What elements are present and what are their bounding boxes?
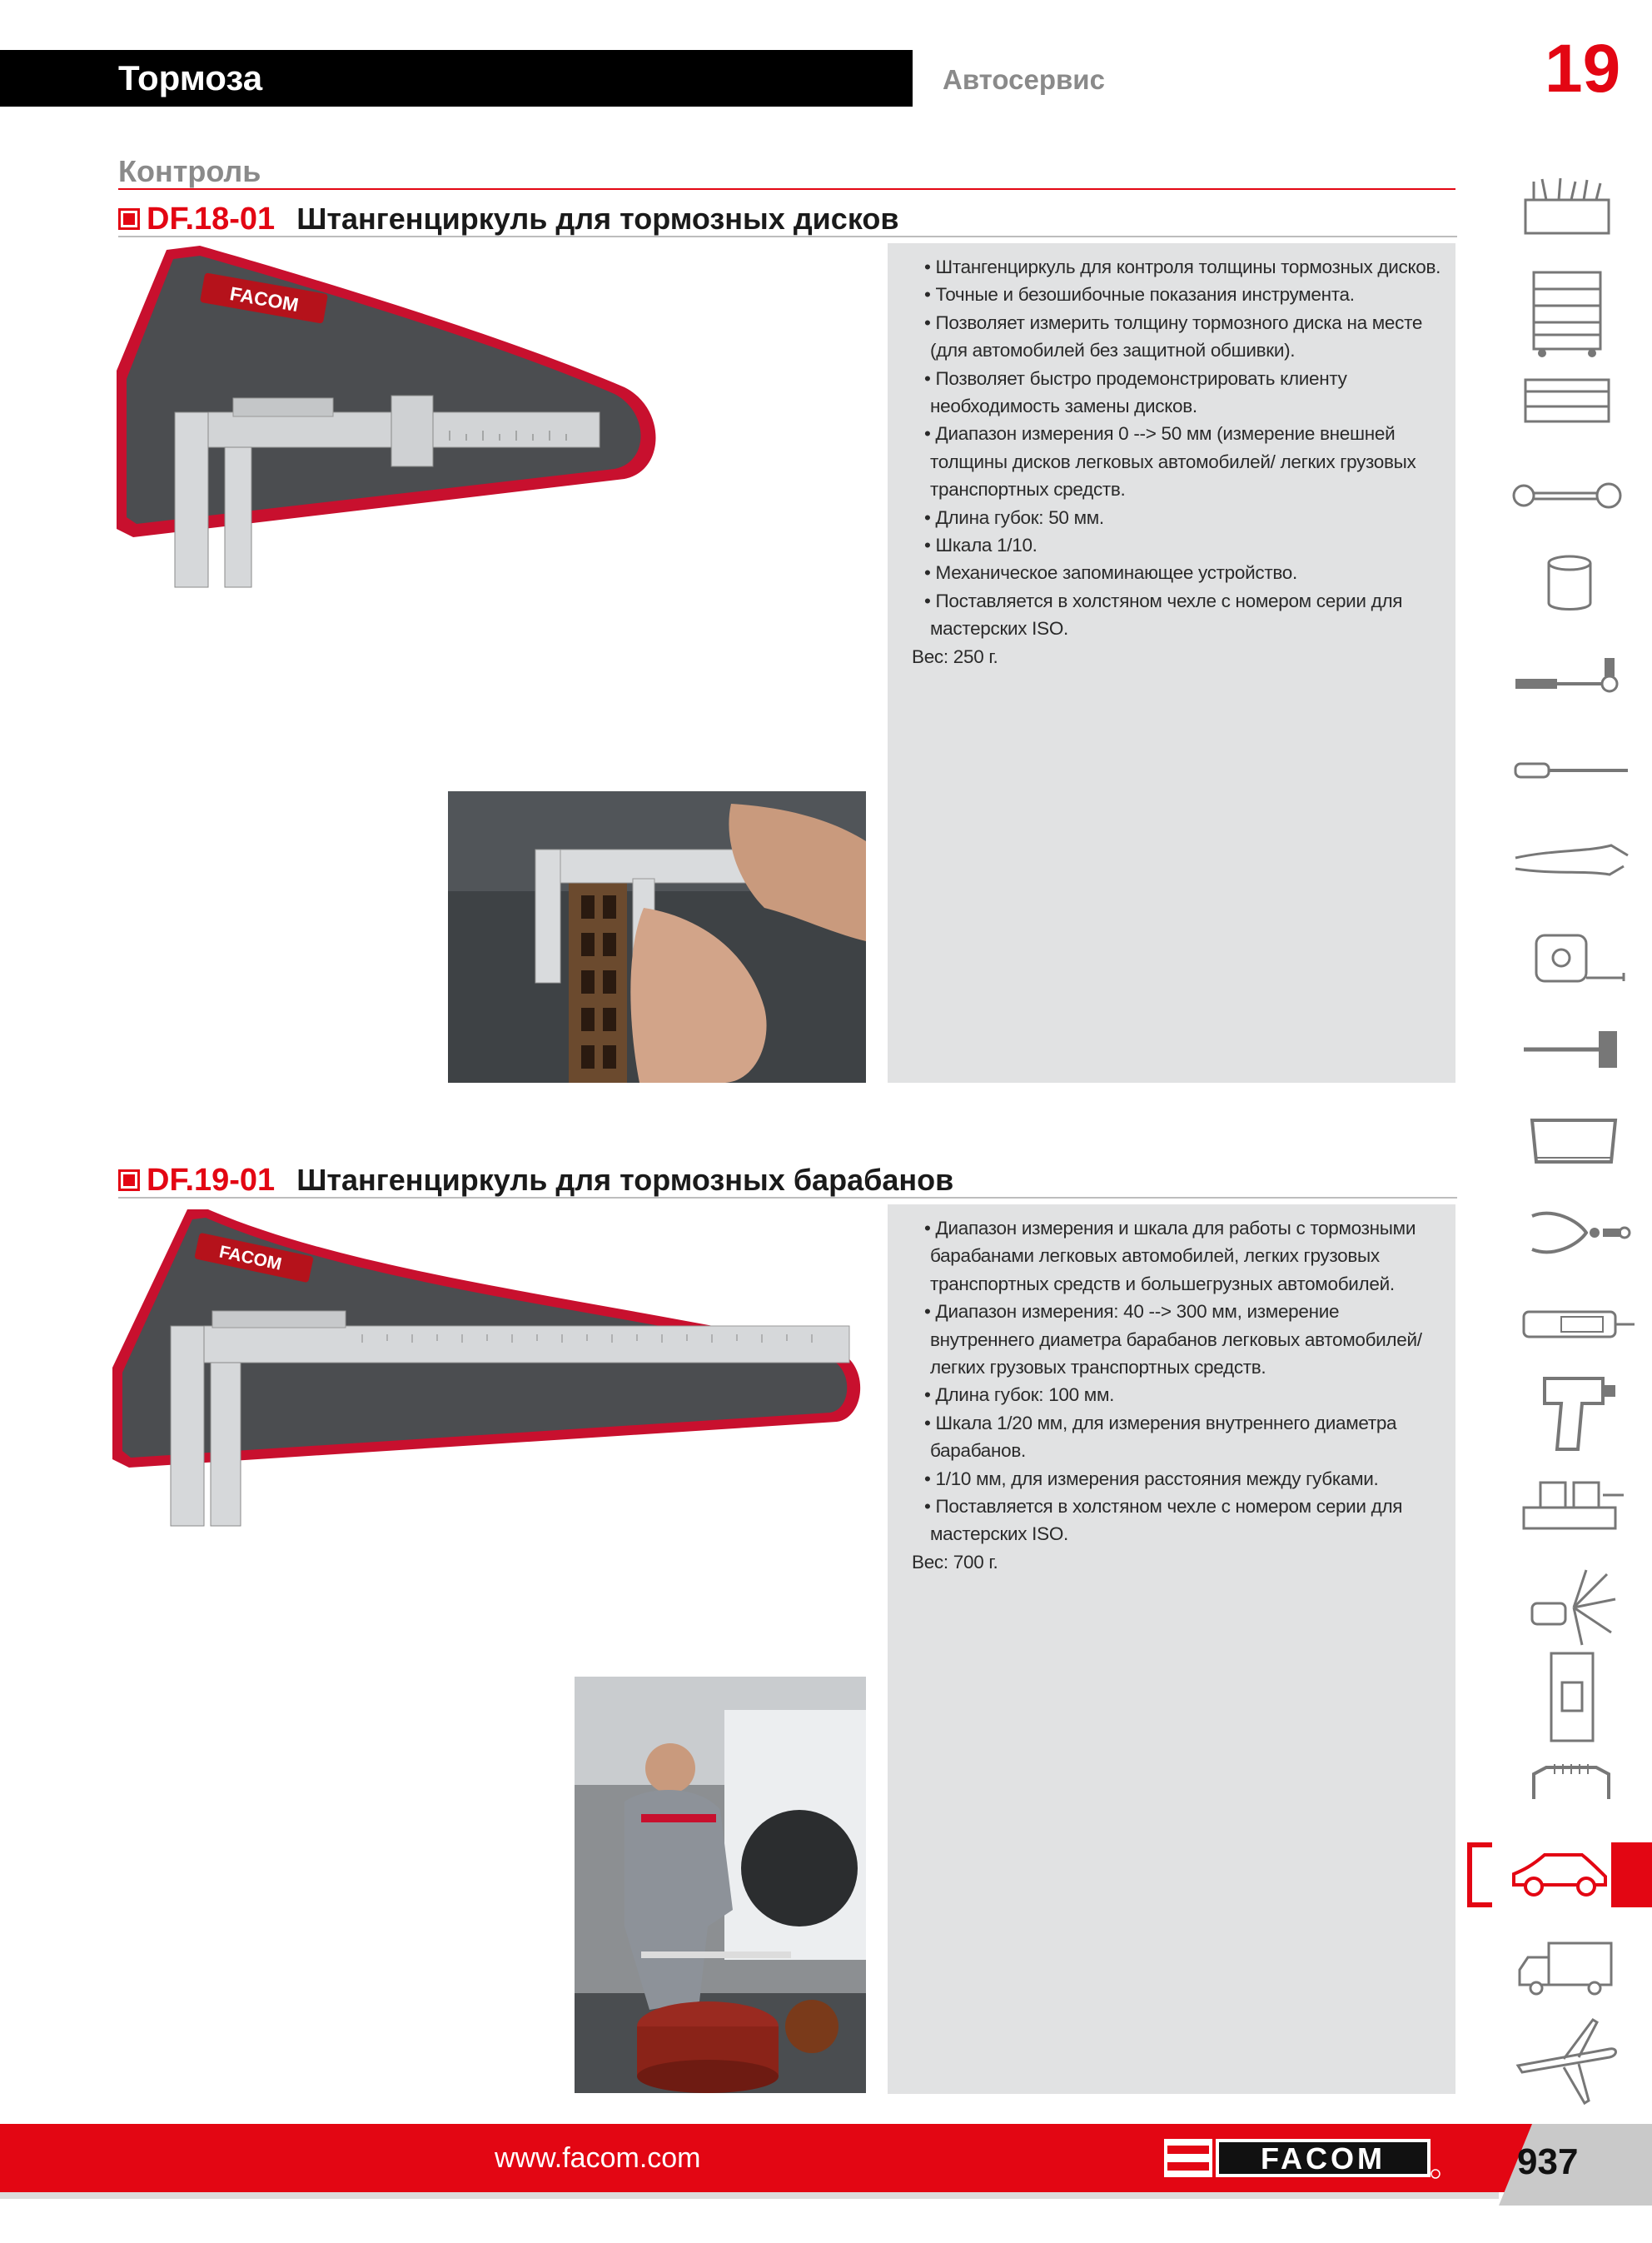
- weight-line: Вес: 250 г.: [912, 645, 998, 667]
- safety-goggles-icon[interactable]: [1524, 1566, 1624, 1649]
- grip-handle-icon[interactable]: [1525, 1757, 1617, 1803]
- description-line: мастерских ISO.: [930, 1523, 1068, 1545]
- hacksaw-icon[interactable]: [1520, 1112, 1628, 1170]
- chapter-number: 19: [1545, 31, 1621, 107]
- circuit-breaker-icon[interactable]: [1539, 1649, 1605, 1745]
- truck-icon[interactable]: [1515, 1936, 1615, 1999]
- section-title: Контроль: [118, 154, 261, 188]
- tool-drawer-icon[interactable]: [1517, 373, 1617, 431]
- impact-wrench-icon[interactable]: [1536, 1370, 1620, 1458]
- pliers-icon[interactable]: [1511, 837, 1636, 887]
- description-line: • Диапазон измерения: 40 --> 300 мм, измерение: [924, 1301, 1340, 1323]
- drum-caliper-image: [112, 1209, 862, 1538]
- description-line: • Точные и безошибочные показания инструмента.: [924, 284, 1355, 306]
- description-line: • Длина губок: 100 мм.: [924, 1384, 1115, 1406]
- description-line: • Поставляется в холстяном чехле с номером серии для: [924, 1496, 1403, 1518]
- airplane-icon[interactable]: [1514, 2016, 1618, 2107]
- product-description: [912, 253, 1461, 670]
- product-divider: [118, 1197, 1457, 1199]
- page-subtitle: Автосервис: [943, 64, 1105, 95]
- case-logo-text: FACOM: [217, 1242, 284, 1274]
- description-line: • Штангенциркуль для контроля толщины тормозных дисков.: [924, 257, 1441, 277]
- product-name: Штангенциркуль для тормозных дисков: [296, 202, 899, 236]
- tape-measure-icon[interactable]: [1532, 931, 1632, 989]
- product-name: Штангенциркуль для тормозных барабанов: [296, 1163, 954, 1197]
- product-divider: [118, 236, 1457, 237]
- description-line: • Длина губок: 50 мм.: [924, 506, 1104, 528]
- wrench-icon[interactable]: [1509, 471, 1625, 521]
- description-line: • Шкала 1/20 мм, для измерения внутреннего диаметра: [924, 1412, 1397, 1433]
- ratchet-icon[interactable]: [1511, 654, 1628, 704]
- vise-icon[interactable]: [1515, 1474, 1628, 1537]
- screwdriver-icon[interactable]: [1511, 750, 1636, 791]
- hammer-icon[interactable]: [1520, 1024, 1628, 1074]
- description-line: барабанов.: [930, 1440, 1026, 1462]
- description-line: легких грузовых транспортных средств.: [930, 1357, 1266, 1378]
- description-line: • Диапазон измерения и шкала для работы с тормозными: [924, 1218, 1416, 1239]
- description-line: мастерских ISO.: [930, 618, 1068, 640]
- product-code: DF.19-01: [147, 1162, 276, 1198]
- logo-text: FACOM: [1261, 2141, 1386, 2176]
- description-line: необходимость замены дисков.: [930, 396, 1197, 417]
- case-logo-text: FACOM: [228, 282, 301, 317]
- footer-url-link[interactable]: www.facom.com: [495, 2142, 701, 2174]
- product-description: [912, 1214, 1461, 1576]
- product-bullet-icon: [118, 208, 140, 230]
- disc-measurement-photo: [448, 791, 866, 1083]
- section-divider: [118, 188, 1455, 190]
- description-line: • Диапазон измерения 0 --> 50 мм (измерение внешней: [924, 423, 1396, 445]
- description-line: толщины дисков легковых автомобилей/ легких грузовых: [930, 451, 1416, 472]
- description-line: • Позволяет быстро продемонстрировать клиенту: [924, 367, 1347, 389]
- active-tab-marker: [1611, 1842, 1652, 1907]
- description-line: • Поставляется в холстяном чехле с номером серии для: [924, 590, 1403, 611]
- facom-logo: [1164, 2137, 1441, 2181]
- socket-icon[interactable]: [1540, 551, 1599, 618]
- description-line: внутреннего диаметра барабанов легковых автомобилей/: [930, 1328, 1422, 1350]
- footer-rule: [0, 2192, 1499, 2199]
- drum-measurement-photo: [575, 1677, 866, 2093]
- multimeter-icon[interactable]: [1520, 1303, 1636, 1345]
- tool-cabinet-icon[interactable]: [1517, 268, 1617, 360]
- disc-caliper-image: [117, 246, 683, 616]
- weight-line: Вес: 700 г.: [912, 1551, 998, 1573]
- product-code: DF.18-01: [147, 201, 276, 237]
- car-icon[interactable]: [1507, 1845, 1611, 1903]
- page-number: 937: [1517, 2141, 1579, 2182]
- puller-icon[interactable]: [1528, 1204, 1632, 1262]
- description-line: барабанами легковых автомобилей, легких грузовых: [930, 1245, 1380, 1267]
- description-line: транспортных средств.: [930, 479, 1126, 501]
- description-line: • Шкала 1/10.: [924, 535, 1037, 556]
- toolbox-icon[interactable]: [1517, 175, 1617, 242]
- description-line: • Механическое запоминающее устройство.: [924, 562, 1297, 584]
- product-bullet-icon: [118, 1169, 140, 1191]
- description-line: • Позволяет измерить толщину тормозного диска на месте: [924, 312, 1423, 333]
- description-line: (для автомобилей без защитной обшивки).: [930, 340, 1296, 361]
- description-line: • 1/10 мм, для измерения расстояния между губками.: [924, 1468, 1379, 1489]
- product-heading: [118, 197, 899, 241]
- product-heading: [118, 1159, 953, 1202]
- active-tab-bracket: [1467, 1842, 1492, 1907]
- description-line: транспортных средств и большегрузных автомобилей.: [930, 1273, 1395, 1294]
- page-title: Тормоза: [118, 58, 263, 97]
